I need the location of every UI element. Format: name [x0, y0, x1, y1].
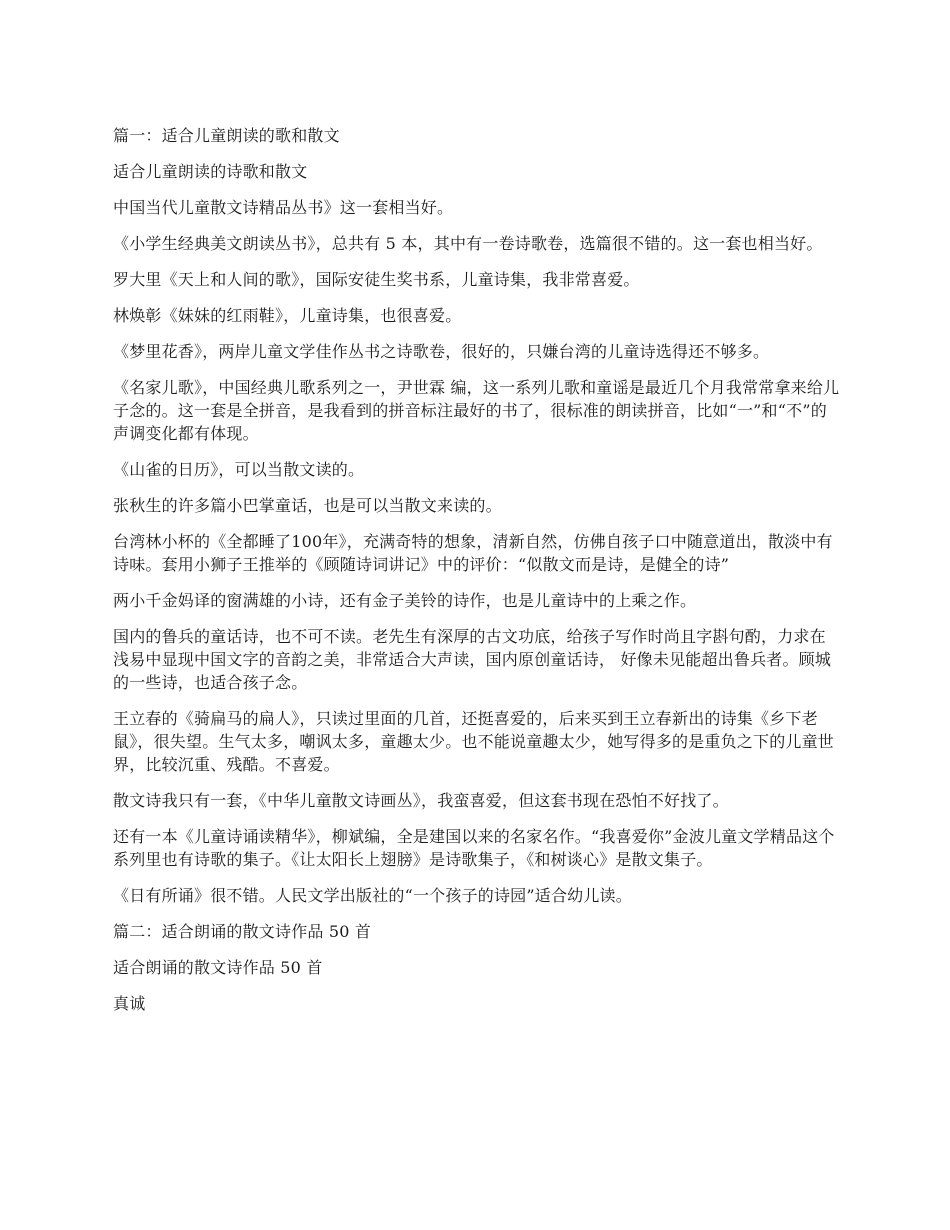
paragraph: 适合儿童朗读的诗歌和散文	[113, 162, 308, 181]
paragraph: 张秋生的许多篇小巴掌童话，也是可以当散文来读的。	[113, 496, 502, 515]
paragraph: 中国当代儿童散文诗精品丛书》这一套相当好。	[113, 198, 454, 217]
paragraph: 《山雀的日历》，可以当散文读的。	[113, 460, 365, 479]
paragraph: 适合朗诵的散文诗作品 50 首	[113, 958, 323, 977]
paragraph: 台湾林小杯的《全都睡了100年》，充满奇特的想象，清新自然，仿佛自孩子口中随意道出，散淡中有诗味。套用小狮子王推举的《顾随诗词讲记》中的评价：“似散文而是诗，是健全的诗”	[113, 532, 833, 574]
paragraph: 散文诗我只有一套，《中华儿童散文诗画丛》，我蛮喜爱，但这套书现在恐怕不好找了。	[113, 791, 729, 810]
paragraph: 《小学生经典美文朗读丛书》，总共有 5 本，其中有一卷诗歌卷，选篇很不错的。这一套也相当好。	[113, 234, 823, 253]
paragraph: 《梦里花香》，两岸儿童文学佳作丛书之诗歌卷，很好的，只嫌台湾的儿童诗选得还不够多。	[113, 342, 770, 361]
paragraph: 王立春的《骑扁马的扁人》，只读过里面的几首，还挺喜爱的，后来买到王立春新出的诗集《乡下老鼠》，很失望。生气太多，嘲讽太多，童趣太少。也不能说童趣太少，她写得多的是重负之下的儿童世界，比较沉重、残酷。不喜爱。	[113, 709, 835, 774]
paragraph: 《名家儿歌》，中国经典儿歌系列之一，尹世霖 编，这一系列儿歌和童谣是最近几个月我常常拿来给儿子念的。这一套是全拼音，是我看到的拼音标注最好的书了，很标准的朗读拼音，比如“一”和“不”的声调变化都有体现。	[113, 378, 840, 443]
paragraph: 国内的鲁兵的童话诗，也不可不读。老先生有深厚的古文功底，给孩子写作时尚且字斟句酌，力求在浅易中显现中国文字的音韵之美，非常适合大声读，国内原创童话诗， 好像未见能超出鲁兵者。顾城的一些诗，也适合孩子念。	[113, 627, 832, 692]
paragraph: 罗大里《天上和人间的歌》，国际安徒生奖书系，儿童诗集，我非常喜爱。	[113, 270, 640, 289]
paragraph: 《日有所诵》很不错。人民文学出版社的“一个孩子的诗园”适合幼儿读。	[113, 886, 632, 905]
section-heading-2: 篇二：适合朗诵的散文诗作品 50 首	[113, 922, 372, 941]
paragraph: 林焕彰《妹妹的红雨鞋》，儿童诗集，也很喜爱。	[113, 306, 462, 325]
document-page	[113, 124, 840, 1028]
paragraph: 还有一本《儿童诗诵读精华》，柳斌编，全是建国以来的名家名作。“我喜爱你”金波儿童文学精品这个系列里也有诗歌的集子。《让太阳长上翅膀》是诗歌集子，《和树谈心》是散文集子。	[113, 827, 835, 869]
paragraph: 真诚	[113, 994, 146, 1013]
section-heading-1: 篇一：适合儿童朗读的歌和散文	[113, 126, 340, 145]
paragraph: 两小千金妈译的窗满雄的小诗，还有金子美铃的诗作，也是儿童诗中的上乘之作。	[113, 591, 697, 610]
